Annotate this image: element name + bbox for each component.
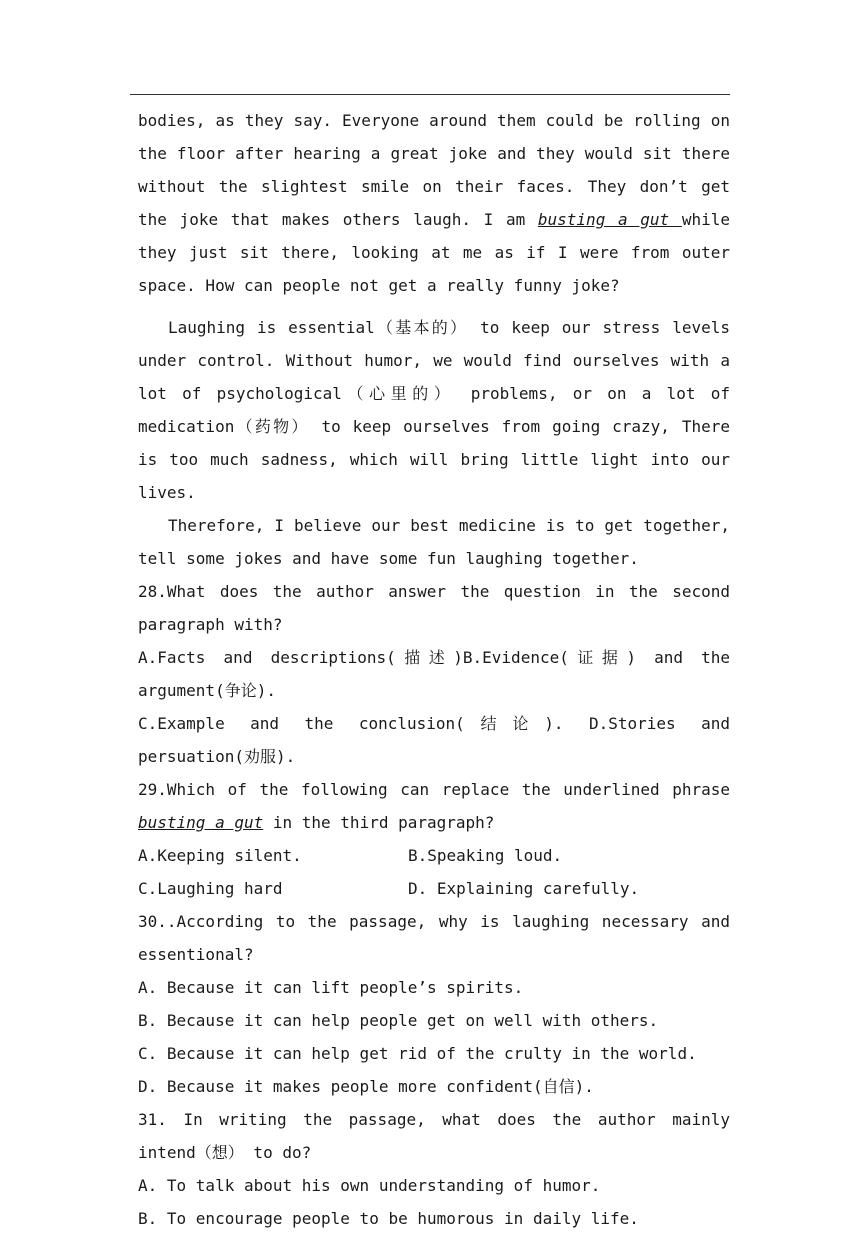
question-28-options-cd: C.Example and the conclusion(结论). D.Stories and persuation(劝服). bbox=[138, 714, 730, 766]
question-29-stem bbox=[138, 773, 730, 839]
question-29-option-c: C.Laughing hard bbox=[138, 879, 283, 898]
underlined-phrase: busting a gut bbox=[537, 210, 682, 229]
question-30-stem: 30..According to the passage, why is laughing necessary and essentional? bbox=[138, 912, 730, 964]
paragraph-1-end: while they just sit there, looking at me as if I were from outer space. How can people not get a really funny joke? bbox=[138, 210, 730, 295]
paragraph-2: Laughing is essential（基本的） to keep our stress levels under control. Without humor, we would find ourselves with a lot of psychological（心里的） problems, or on a lot of medication（药物） to keep ourselves from going crazy, There is too much sadness, which will bring little light into our lives. bbox=[138, 318, 730, 502]
question-30-option-a: A. Because it can lift people’s spirits. bbox=[138, 978, 524, 997]
question-29-option-b: B.Speaking loud. bbox=[408, 846, 563, 865]
question-29-stem-start: 29.Which of the following can replace the underlined phrase bbox=[138, 780, 730, 799]
question-28-options-ab: A.Facts and descriptions(描述)B.Evidence(证据) and the argument(争论). bbox=[138, 648, 730, 700]
question-29-stem-end: in the third paragraph? bbox=[263, 813, 495, 832]
question-29-option-d: D. Explaining carefully. bbox=[408, 879, 640, 898]
paragraph-3: Therefore, I believe our best medicine is to get together, tell some jokes and have some fun laughing together. bbox=[138, 516, 730, 568]
question-30-option-b: B. Because it can help people get on well with others. bbox=[138, 1011, 659, 1030]
question-31-stem: 31. In writing the passage, what does the author mainly intend（想） to do? bbox=[138, 1110, 730, 1162]
question-31-option-b: B. To encourage people to be humorous in daily life. bbox=[138, 1209, 639, 1228]
question-29-options-row-1 bbox=[138, 839, 730, 872]
document-body bbox=[138, 104, 730, 1235]
question-30-option-c: C. Because it can help get rid of the crulty in the world. bbox=[138, 1044, 697, 1063]
question-29-option-a: A.Keeping silent. bbox=[138, 846, 302, 865]
paragraph-1-start: bodies, as they say. Everyone around them could be rolling on the floor after hearing a great joke and they would sit there without the slightest smile on their faces. They don’t get the joke that makes others laugh. I am bbox=[138, 111, 730, 229]
question-29-options-row-2 bbox=[138, 872, 730, 905]
question-31-option-a: A. To talk about his own understanding of humor. bbox=[138, 1176, 601, 1195]
paragraph-1 bbox=[138, 104, 730, 302]
question-29-underlined-phrase: busting a gut bbox=[138, 813, 264, 832]
question-30-option-d: D. Because it makes people more confident(自信). bbox=[138, 1077, 594, 1096]
question-28-stem: 28.What does the author answer the question in the second paragraph with? bbox=[138, 582, 730, 634]
header-rule bbox=[130, 94, 730, 95]
